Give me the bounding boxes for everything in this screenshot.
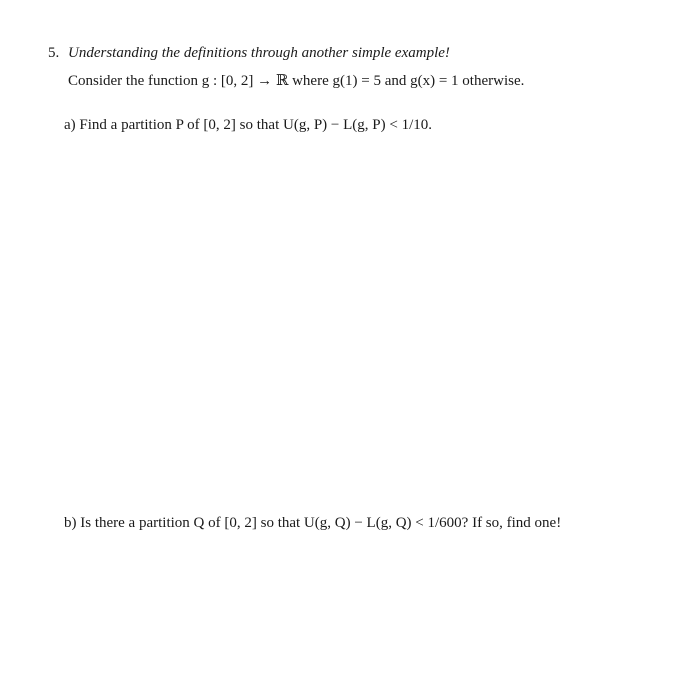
problem-intro: Consider the function g : [0, 2] → ℝ where g(1) = 5 and g(x) = 1 otherwise. [68,73,525,89]
problem-title: Understanding the definitions through another simple example! [68,45,450,61]
part-a-question: a) Find a partition P of [0, 2] so that U(g, P) − L(g, P) < 1/10. [64,117,432,133]
problem-number: 5. [48,45,60,61]
part-b-question: b) Is there a partition Q of [0, 2] so that U(g, Q) − L(g, Q) < 1/600? If so, find one! [64,515,562,531]
